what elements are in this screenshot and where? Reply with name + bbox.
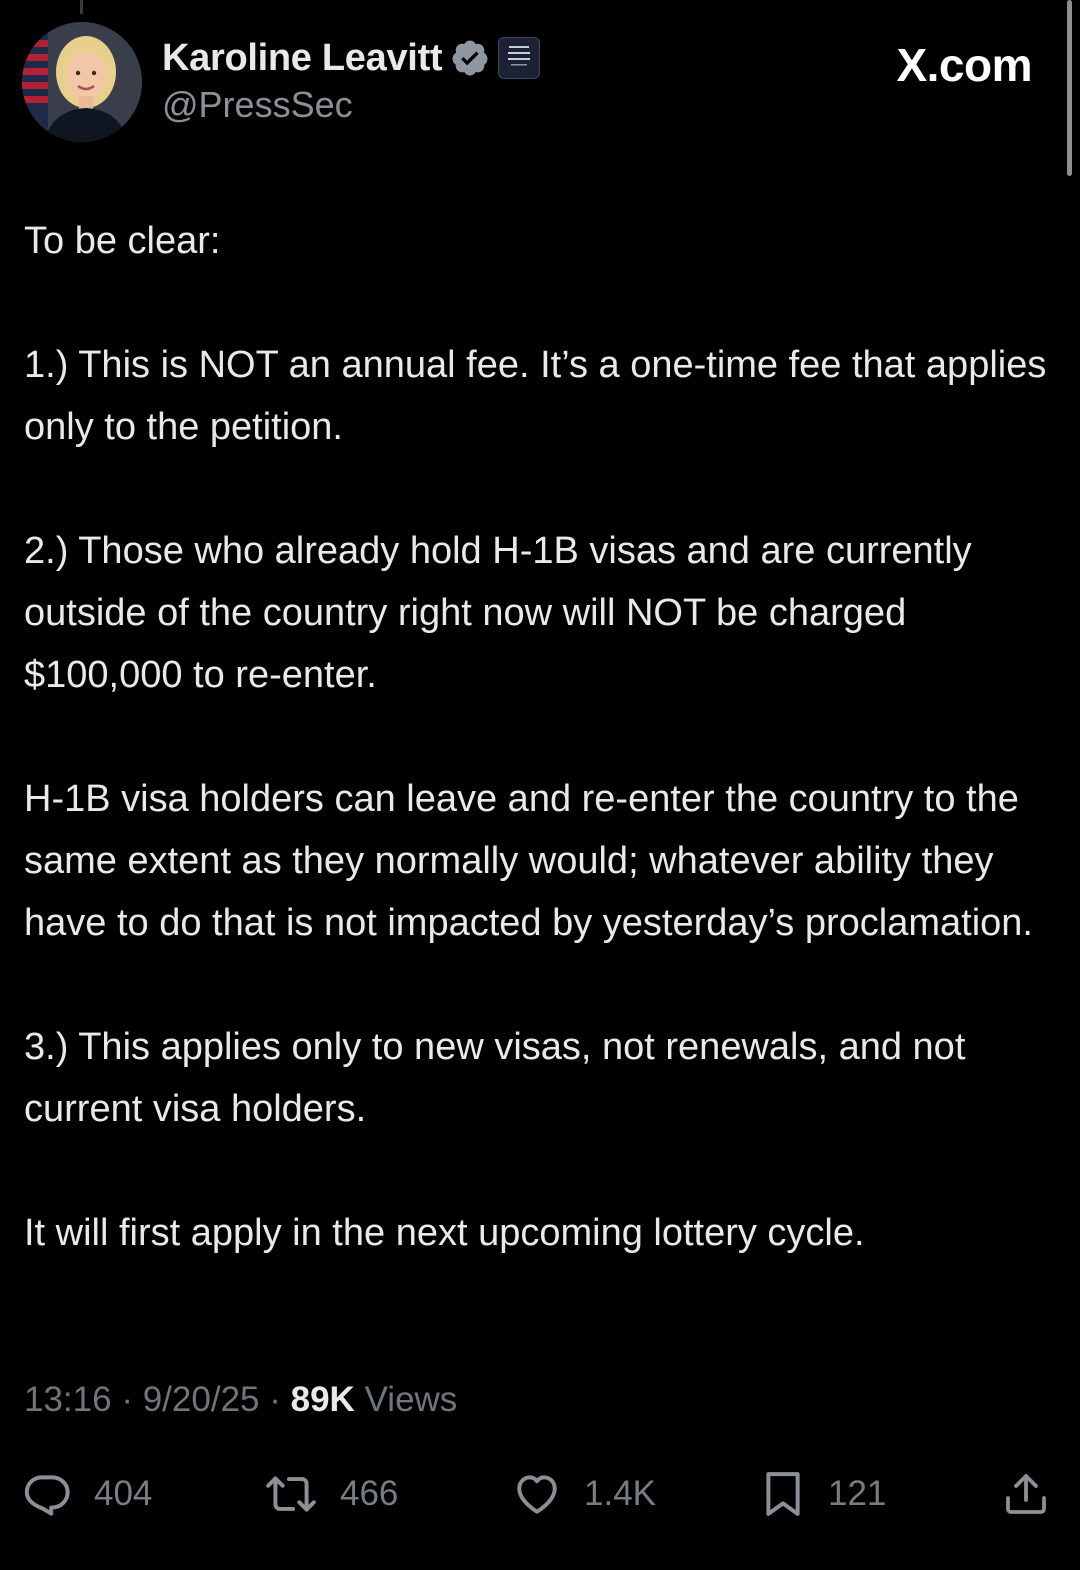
bookmark-icon (760, 1468, 806, 1520)
author-name-row (162, 34, 540, 82)
views-label: Views (364, 1380, 458, 1419)
post-paragraph: H-1B visa holders can leave and re-enter the country to the same extent as they normally would; whatever ability they have to do that is not impacted by yesterday’s proclamation. (24, 778, 1033, 944)
heart-icon (512, 1469, 562, 1519)
repost-count: 466 (340, 1474, 399, 1513)
bookmark-button[interactable] (760, 1466, 886, 1522)
reply-count: 404 (94, 1474, 153, 1513)
share-button[interactable] (1002, 1466, 1050, 1522)
post-time[interactable]: 13:16 (24, 1380, 112, 1419)
repost-icon (264, 1469, 318, 1519)
meta-separator: · (121, 1380, 133, 1419)
repost-button[interactable] (264, 1466, 398, 1522)
reply-icon (22, 1469, 72, 1519)
verified-badge-icon (450, 38, 490, 78)
author-handle[interactable]: @PressSec (162, 84, 353, 125)
post-header (22, 22, 1032, 146)
post-paragraph: It will first apply in the next upcoming lottery cycle. (24, 1212, 865, 1254)
author-display-name[interactable]: Karoline Leavitt (162, 36, 443, 79)
top-divider-tick (80, 0, 83, 14)
post-text (24, 210, 1064, 1326)
post-paragraph: 3.) This applies only to new visas, not renewals, and not current visa holders. (24, 1026, 966, 1130)
white-house-badge-icon[interactable] (498, 37, 540, 79)
post-paragraph: To be clear: (24, 220, 221, 262)
post-paragraph: 2.) Those who already hold H-1B visas and are currently outside of the country right now will NOT be charged $100,000 to re-enter. (24, 530, 972, 696)
reply-button[interactable] (22, 1466, 152, 1522)
post-date[interactable]: 9/20/25 (142, 1380, 260, 1419)
brand-watermark: X.com (896, 39, 1032, 91)
like-count: 1.4K (584, 1474, 656, 1513)
views-count: 89K (290, 1380, 355, 1419)
action-bar (22, 1466, 1052, 1522)
meta-separator: · (269, 1380, 281, 1419)
post-meta (24, 1380, 457, 1420)
scrollbar[interactable] (1067, 0, 1072, 176)
post-paragraph: 1.) This is NOT an annual fee. It’s a one-time fee that applies only to the petition. (24, 344, 1047, 448)
share-icon (1002, 1469, 1050, 1519)
author-block (162, 34, 540, 126)
avatar[interactable] (22, 22, 142, 142)
like-button[interactable] (512, 1466, 656, 1522)
bookmark-count: 121 (828, 1474, 887, 1513)
